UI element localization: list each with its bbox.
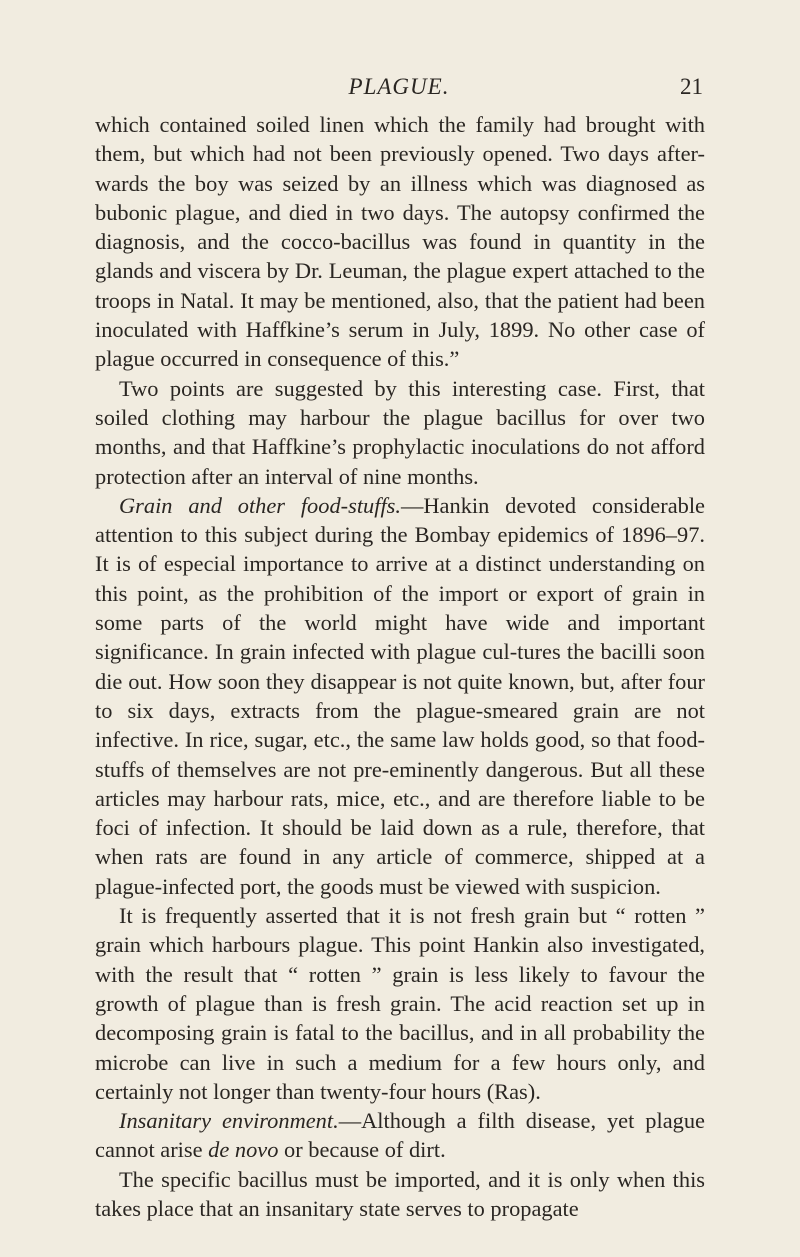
- paragraph-5-italic: de novo: [208, 1137, 279, 1163]
- section-heading-insanitary: Insanitary environment.: [119, 1108, 339, 1134]
- section-heading-grain: Grain and other food-stuffs.: [119, 492, 401, 518]
- paragraph-5-text-a: —Although a filth disease, yet plague cannot arise: [95, 1108, 705, 1163]
- paragraph-3-text: —Hankin devoted considerable attention to this subject during the Bombay epidemics of 1896–97. It is of especial importance to arrive at a distinct understanding on this point, as the prohibition of the import or export of grain in some parts of the world might have wide and important significance. In grain infected with plague cul-tures the bacilli soon die out. How soon they disappear is not quite known, but, after four to six days, extracts from the plague-smeared grain are not infective. In rice, sugar, etc., the same law holds good, so that food-stuffs of themselves are not pre-eminently dangerous. But all these articles may harbour rats, mice, etc., and are therefore liable to be foci of infection. It should be laid down as a rule, therefore, that when rats are found in any article of commerce, shipped at a plague-infected port, the goods must be viewed with suspicion.: [95, 492, 705, 899]
- running-title: PLAGUE.: [348, 74, 450, 99]
- paragraph-2: Two points are suggested by this interesting case. First, that soiled clothing may harbour the plague bacillus for over two months, and that Haffkine’s prophylactic inoculations do not afford protection after an interval of nine months.: [95, 375, 705, 489]
- paragraph-6: The specific bacillus must be imported, and it is only when this takes place that an insanitary state serves to propagate: [95, 1166, 705, 1221]
- paragraph-1: which contained soiled linen which the family had brought with them, but which had not been previously opened. Two days after-wards the boy was seized by an illness which was diagnosed as bubonic plague, and died in two days. The autopsy confirmed the diagnosis, and the cocco-bacillus was found in quantity in the glands and viscera by Dr. Leuman, the plague expert attached to the troops in Natal. It may be mentioned, also, that the patient had been inoculated with Haffkine’s serum in July, 1899. No other case of plague occurred in consequence of this.”: [95, 112, 705, 372]
- paragraph-4: It is frequently asserted that it is not fresh grain but “ rotten ” grain which harbours plague. This point Hankin also investigated, with the result that “ rotten ” grain is less likely to favour the growth of plague than is fresh grain. The acid reaction set up in decomposing grain is fatal to the bacillus, and in all probability the microbe can live in such a medium for a few hours only, and certainly not longer than twenty-four hours (Ras).: [95, 903, 705, 1104]
- page-number: 21: [680, 74, 703, 99]
- paragraph-5-text-b: or because of dirt.: [278, 1137, 446, 1163]
- paragraph-5: [95, 1106, 705, 1165]
- running-head: [95, 74, 703, 106]
- paragraph-3: [95, 491, 705, 901]
- body-text: [95, 110, 705, 1223]
